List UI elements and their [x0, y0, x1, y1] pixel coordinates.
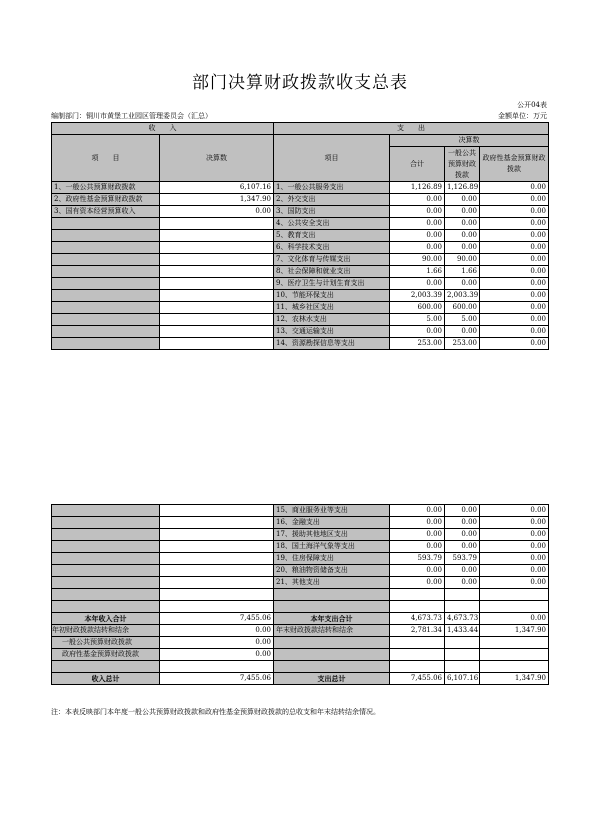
expense-general-cell: [445, 601, 480, 613]
income-item-cell: 2、政府性基金预算财政拨款: [52, 194, 160, 206]
table-row: [52, 326, 549, 338]
begin-general-amount: 0.00: [160, 637, 274, 649]
income-amount-cell: [160, 565, 274, 577]
expense-item-cell: [274, 601, 390, 613]
end-balance-general: 1,433.44: [445, 625, 480, 637]
expense-general-cell: 0.00: [445, 541, 480, 553]
income-amount-cell: [160, 278, 274, 290]
table-row: [52, 290, 549, 302]
expense-item-cell: 2、外交支出: [274, 194, 390, 206]
table-note: 注：本表反映部门本年度一般公共预算财政拨款和政府性基金预算财政拨款的总收支和年末结转结余情况。: [51, 708, 380, 716]
expense-fund-cell: 0.00: [480, 206, 549, 218]
expense-general-cell: 1,126.89: [445, 182, 480, 194]
income-amount-cell: [160, 326, 274, 338]
table-row: [52, 338, 549, 350]
expense-item-cell: [274, 589, 390, 601]
expense-total-cell: 600.00: [390, 302, 445, 314]
expense-total-cell: 1,126.89: [390, 182, 445, 194]
begin-fund-label: 政府性基金预算财政拨款: [52, 649, 160, 661]
income-item-cell: 1、一般公共预算财政拨款: [52, 182, 160, 194]
page-title: 部门决算财政拨款收支总表: [192, 73, 408, 93]
general-budget-header: 一般公共预算财政拨款: [445, 147, 480, 182]
expense-header: 支 出: [274, 123, 549, 135]
expense-fund-cell: 0.00: [480, 326, 549, 338]
expense-fund-cell: 0.00: [480, 290, 549, 302]
income-item-cell: [52, 242, 160, 254]
expense-fund-cell: 0.00: [480, 182, 549, 194]
begin-general-label: 一般公共预算财政拨款: [52, 637, 160, 649]
expense-item-cell: 14、资源勘探信息等支出: [274, 338, 390, 350]
income-total-amount: 7,455.06: [160, 673, 274, 685]
income-item-cell: [52, 565, 160, 577]
finance-table-top: [51, 122, 549, 350]
expense-total-cell: 1.66: [390, 266, 445, 278]
expense-item-cell: 17、援助其他地区支出: [274, 529, 390, 541]
year-expense-total: 4,673.73: [390, 613, 445, 625]
income-item-cell: [52, 230, 160, 242]
table-row: [52, 182, 549, 194]
table-row: [52, 278, 549, 290]
end-balance-fund: 1,347.90: [480, 625, 549, 637]
expense-total-cell: 0.00: [390, 541, 445, 553]
table-row: [52, 194, 549, 206]
expense-item-cell: 5、教育支出: [274, 230, 390, 242]
income-amount-cell: [160, 517, 274, 529]
table-row: [52, 242, 549, 254]
income-amount-header: 决算数: [160, 135, 274, 182]
income-total-label: 收入总计: [52, 673, 160, 685]
expense-total-cell: 0.00: [390, 218, 445, 230]
expense-total-fund: 1,347.90: [480, 673, 549, 685]
year-expense-label: 本年支出合计: [274, 613, 390, 625]
expense-item-cell: 6、科学技术支出: [274, 242, 390, 254]
expense-fund-cell: 0.00: [480, 230, 549, 242]
income-amount-cell: [160, 505, 274, 517]
expense-general-cell: 0.00: [445, 565, 480, 577]
income-header: 收 入: [52, 123, 274, 135]
form-code: 公开04表: [517, 101, 547, 109]
total-header: 合计: [390, 147, 445, 182]
income-item-cell: [52, 290, 160, 302]
income-item-cell: [52, 553, 160, 565]
expense-fund-cell: 0.00: [480, 565, 549, 577]
table-row: [52, 505, 549, 517]
income-item-cell: [52, 505, 160, 517]
expense-fund-cell: 0.00: [480, 338, 549, 350]
expense-general-cell: 0.00: [445, 230, 480, 242]
table-row: [52, 565, 549, 577]
expense-general-cell: 253.00: [445, 338, 480, 350]
expense-total-label: 支出总计: [274, 673, 390, 685]
table-row: [52, 553, 549, 565]
expense-fund-cell: 0.00: [480, 577, 549, 589]
income-item-cell: [52, 541, 160, 553]
amount-unit: 金额单位：万元: [498, 112, 547, 120]
expense-item-cell: 16、金融支出: [274, 517, 390, 529]
expense-fund-cell: 0.00: [480, 553, 549, 565]
income-item-cell: [52, 529, 160, 541]
table-row: [52, 266, 549, 278]
expense-general-cell: 600.00: [445, 302, 480, 314]
expense-total-cell: 253.00: [390, 338, 445, 350]
expense-item-cell: 10、节能环保支出: [274, 290, 390, 302]
expense-item-cell: 12、农林水支出: [274, 314, 390, 326]
expense-fund-cell: 0.00: [480, 517, 549, 529]
table-row: [52, 218, 549, 230]
expense-general-cell: 0.00: [445, 505, 480, 517]
unit-label: 编制部门：铜川市黄堡工业园区管理委员会（汇总）: [51, 112, 212, 120]
income-item-header: 项 目: [52, 135, 160, 182]
expense-general-cell: [445, 589, 480, 601]
expense-general-cell: 593.79: [445, 553, 480, 565]
expense-fund-cell: 0.00: [480, 194, 549, 206]
expense-total-cell: 0.00: [390, 529, 445, 541]
expense-item-cell: 13、交通运输支出: [274, 326, 390, 338]
income-amount-cell: [160, 302, 274, 314]
expense-total-cell: 0.00: [390, 577, 445, 589]
expense-general-cell: 0.00: [445, 517, 480, 529]
income-item-cell: [52, 338, 160, 350]
year-expense-fund: 0.00: [480, 613, 549, 625]
income-amount-cell: 0.00: [160, 206, 274, 218]
table-row: [52, 601, 549, 613]
income-amount-cell: [160, 338, 274, 350]
expense-item-cell: 20、粮油物资储备支出: [274, 565, 390, 577]
table-row: [52, 589, 549, 601]
income-amount-cell: 6,107.16: [160, 182, 274, 194]
expense-total-cell: 593.79: [390, 553, 445, 565]
expense-item-cell: 9、医疗卫生与计划生育支出: [274, 278, 390, 290]
income-item-cell: 3、国有资本经营预算收入: [52, 206, 160, 218]
income-item-cell: [52, 314, 160, 326]
expense-item-cell: 7、文化体育与传媒支出: [274, 254, 390, 266]
expense-total-cell: 0.00: [390, 230, 445, 242]
income-amount-cell: [160, 589, 274, 601]
end-balance-total: 2,781.34: [390, 625, 445, 637]
end-balance-label: 年末财政拨款结转和结余: [274, 625, 390, 637]
income-amount-cell: [160, 601, 274, 613]
income-item-cell: [52, 577, 160, 589]
income-amount-cell: [160, 529, 274, 541]
expense-fund-cell: [480, 589, 549, 601]
expense-total-cell: 0.00: [390, 194, 445, 206]
expense-total-cell: 0.00: [390, 278, 445, 290]
income-item-cell: [52, 278, 160, 290]
income-item-cell: [52, 589, 160, 601]
income-item-cell: [52, 302, 160, 314]
expense-general-cell: 0.00: [445, 242, 480, 254]
expense-total-cell: 0.00: [390, 242, 445, 254]
expense-general-cell: 0.00: [445, 218, 480, 230]
expense-item-cell: 18、国土海洋气象等支出: [274, 541, 390, 553]
expense-general-cell: 0.00: [445, 194, 480, 206]
income-amount-cell: [160, 230, 274, 242]
income-amount-cell: [160, 254, 274, 266]
gov-fund-header: 政府性基金预算财政拨款: [480, 147, 549, 182]
expense-total-cell: 0.00: [390, 505, 445, 517]
expense-item-cell: 8、社会保障和就业支出: [274, 266, 390, 278]
table-row: [52, 577, 549, 589]
expense-fund-cell: 0.00: [480, 302, 549, 314]
expense-item-cell: 3、国防支出: [274, 206, 390, 218]
expense-total-cell: [390, 601, 445, 613]
income-item-cell: [52, 517, 160, 529]
expense-item-cell: 19、住房保障支出: [274, 553, 390, 565]
expense-total-cell: 0.00: [390, 565, 445, 577]
expense-fund-cell: 0.00: [480, 218, 549, 230]
income-amount-cell: [160, 541, 274, 553]
begin-fund-amount: 0.00: [160, 649, 274, 661]
expense-total-cell: 0.00: [390, 206, 445, 218]
income-item-cell: [52, 218, 160, 230]
expense-item-header: 项目: [274, 135, 390, 182]
income-amount-cell: [160, 553, 274, 565]
table-row: [52, 254, 549, 266]
year-income-label: 本年收入合计: [52, 613, 160, 625]
expense-total-cell: 0.00: [390, 517, 445, 529]
expense-total-cell: [390, 589, 445, 601]
expense-total-cell: 0.00: [390, 326, 445, 338]
income-amount-cell: [160, 290, 274, 302]
table-row: [52, 541, 549, 553]
table-row: [52, 314, 549, 326]
finance-table-bottom: [51, 504, 549, 685]
income-item-cell: [52, 254, 160, 266]
begin-balance-amount: 0.00: [160, 625, 274, 637]
expense-general-cell: 5.00: [445, 314, 480, 326]
income-item-cell: [52, 266, 160, 278]
expense-general-cell: 2,003.39: [445, 290, 480, 302]
income-item-cell: [52, 601, 160, 613]
expense-general-cell: 0.00: [445, 278, 480, 290]
expense-total-cell: 2,003.39: [390, 290, 445, 302]
expense-total-cell: 5.00: [390, 314, 445, 326]
year-expense-general: 4,673.73: [445, 613, 480, 625]
expense-fund-cell: 0.00: [480, 314, 549, 326]
expense-fund-cell: 0.00: [480, 505, 549, 517]
income-amount-cell: [160, 242, 274, 254]
expense-item-cell: 15、商业服务业等支出: [274, 505, 390, 517]
expense-fund-cell: 0.00: [480, 541, 549, 553]
expense-item-cell: 1、一般公共服务支出: [274, 182, 390, 194]
expense-fund-cell: [480, 601, 549, 613]
expense-total-amount: 7,455.06: [390, 673, 445, 685]
income-amount-cell: 1,347.90: [160, 194, 274, 206]
expense-general-cell: 90.00: [445, 254, 480, 266]
table-row: [52, 302, 549, 314]
income-amount-cell: [160, 266, 274, 278]
expense-item-cell: 11、城乡社区支出: [274, 302, 390, 314]
expense-general-cell: 0.00: [445, 206, 480, 218]
income-amount-cell: [160, 314, 274, 326]
expense-fund-cell: 0.00: [480, 278, 549, 290]
expense-item-cell: 21、其他支出: [274, 577, 390, 589]
expense-fund-cell: 0.00: [480, 529, 549, 541]
expense-total-cell: 90.00: [390, 254, 445, 266]
expense-total-general: 6,107.16: [445, 673, 480, 685]
expense-general-cell: 1.66: [445, 266, 480, 278]
table-row: [52, 517, 549, 529]
expense-fund-cell: 0.00: [480, 242, 549, 254]
income-amount-cell: [160, 577, 274, 589]
expense-fund-cell: 0.00: [480, 254, 549, 266]
begin-balance-label: 年初财政拨款结转和结余: [52, 625, 160, 637]
year-income-amount: 7,455.06: [160, 613, 274, 625]
expense-item-cell: 4、公共安全支出: [274, 218, 390, 230]
expense-general-cell: 0.00: [445, 577, 480, 589]
income-amount-cell: [160, 218, 274, 230]
table-row: [52, 230, 549, 242]
table-row: [52, 206, 549, 218]
table-row: [52, 529, 549, 541]
expense-general-cell: 0.00: [445, 529, 480, 541]
expense-general-cell: 0.00: [445, 326, 480, 338]
expense-fund-cell: 0.00: [480, 266, 549, 278]
final-group-header: 决算数: [390, 135, 549, 147]
income-item-cell: [52, 326, 160, 338]
